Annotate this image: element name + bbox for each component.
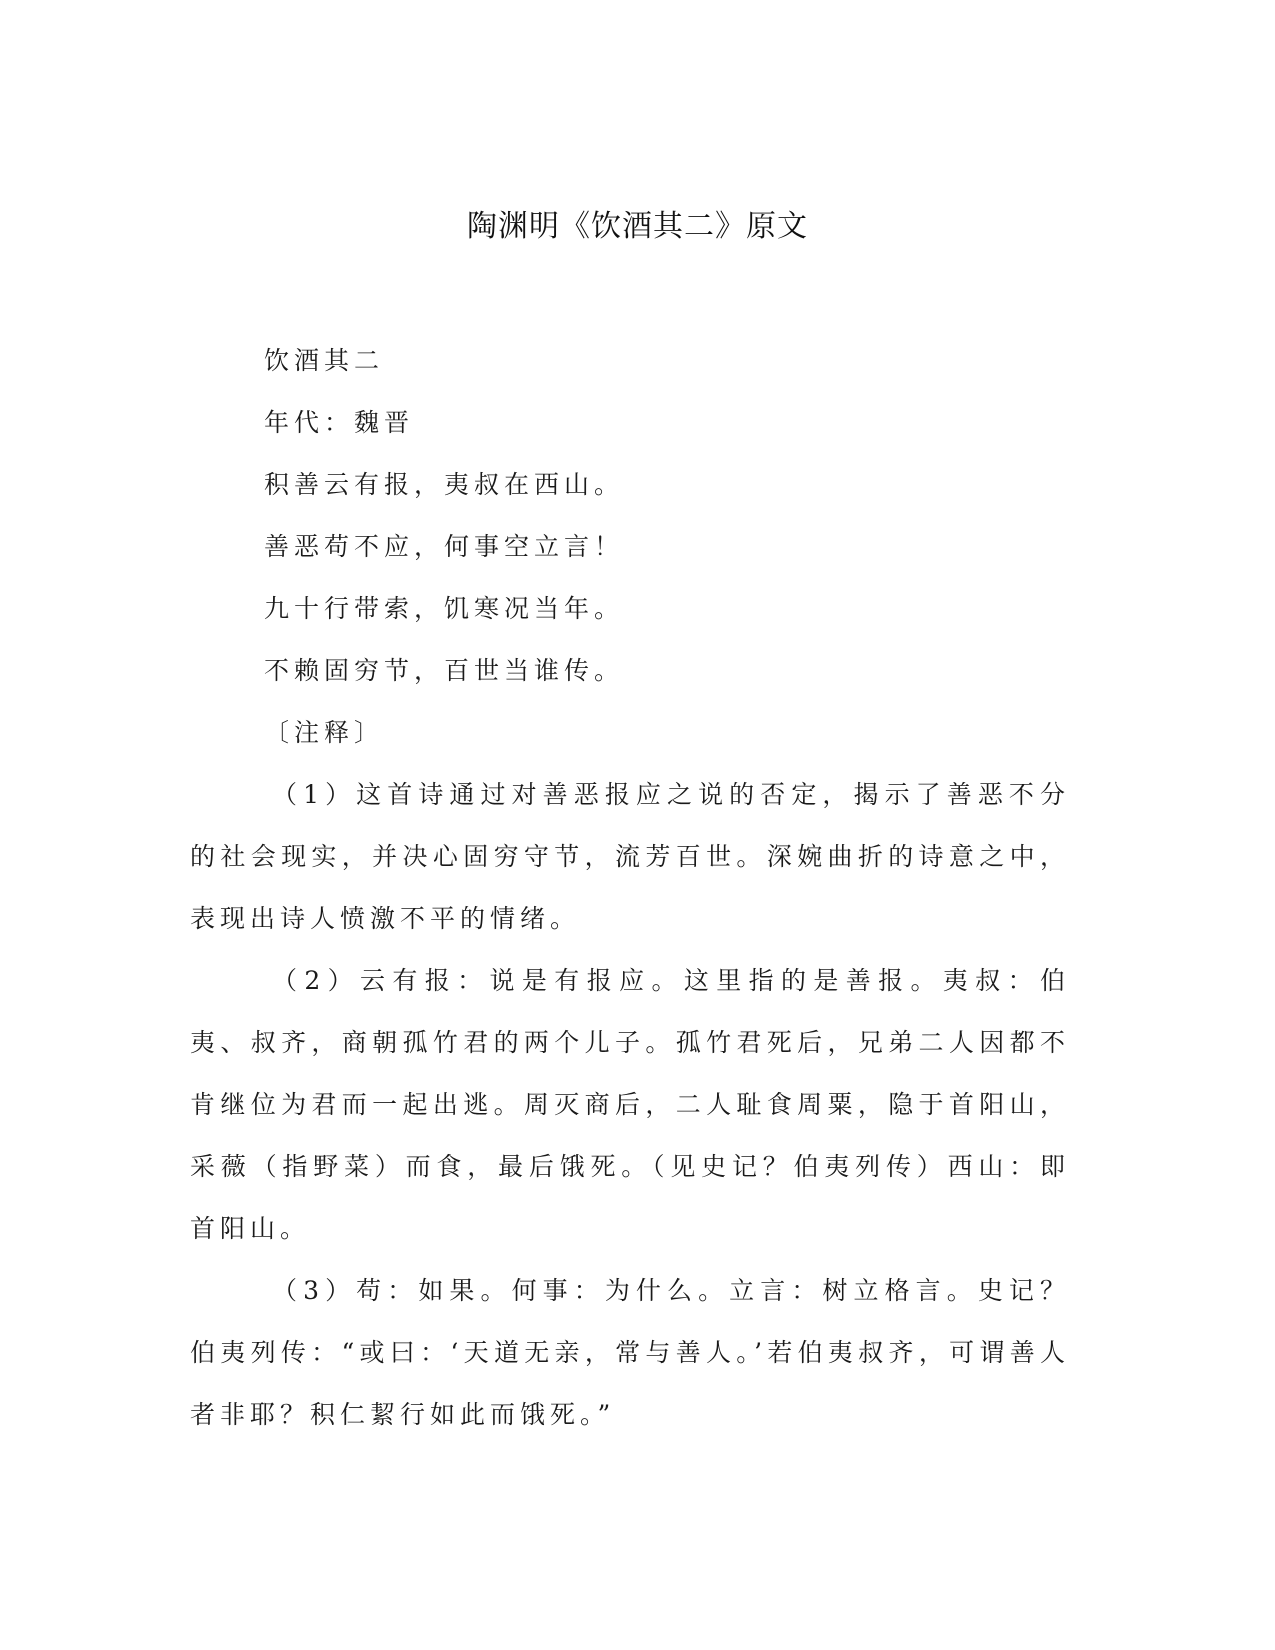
notes-heading: 〔注释〕	[264, 718, 385, 747]
page-title: 陶渊明《饮酒其二》原文	[467, 209, 808, 244]
poem-title: 饮酒其二	[264, 346, 385, 375]
poem-verse: 积善云有报，夷叔在西山。	[264, 470, 625, 499]
note-paragraph: （2）云有报：说是有报应。这里指的是善报。夷叔：伯夷、叔齐，商朝孤竹君的两个儿子。孤竹君死后，兄弟二人因都不肯继位为君而一起出逃。周灭商后，二人耻食周粟，隐于首阳山，采薇（指野菜）而食，最后饿死。（见史记？伯夷列传）西山：即首阳山。	[190, 966, 1070, 1243]
poem-era: 年代：魏晋	[264, 408, 415, 437]
poem-verse: 善恶苟不应，何事空立言！	[264, 532, 625, 561]
note-paragraph: （3）苟：如果。何事：为什么。立言：树立格言。史记？伯夷列传：“或曰：‘天道无亲，常与善人。’若伯夷叔齐，可谓善人者非耶？积仁絜行如此而饿死。”	[190, 1276, 1070, 1429]
document-body	[190, 330, 1070, 1446]
poem-verse: 九十行带索，饥寒况当年。	[264, 594, 625, 623]
poem-verse: 不赖固穷节，百世当谁传。	[264, 656, 625, 685]
note-paragraph: （1）这首诗通过对善恶报应之说的否定，揭示了善恶不分的社会现实，并决心固穷守节，流芳百世。深婉曲折的诗意之中，表现出诗人愤激不平的情绪。	[190, 780, 1070, 933]
